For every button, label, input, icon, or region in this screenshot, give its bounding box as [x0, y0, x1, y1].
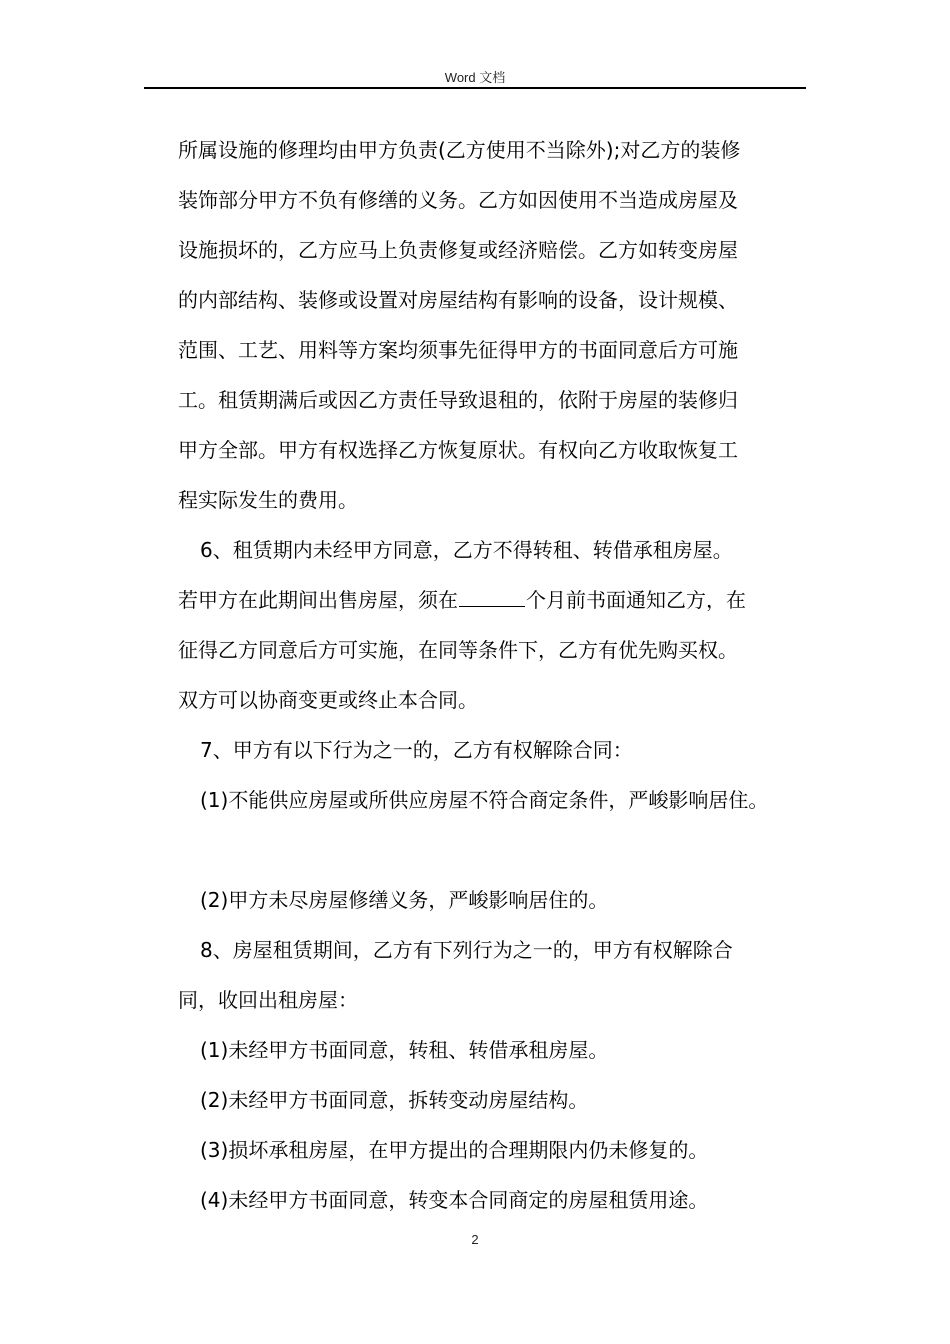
paragraph-line: 装饰部分甲方不负有修缮的义务。乙方如因使用不当造成房屋及: [178, 188, 738, 212]
paragraph-line: 征得乙方同意后方可实施，在同等条件下，乙方有优先购买权。: [178, 638, 738, 662]
clause-6-line: 6、租赁期内未经甲方同意，乙方不得转租、转借承租房屋。: [200, 538, 733, 562]
clause-8-item-4: (4)未经甲方书面同意，转变本合同商定的房屋租赁用途。: [200, 1188, 709, 1212]
clause-8-item-2: (2)未经甲方书面同意，拆转变动房屋结构。: [200, 1088, 589, 1112]
paragraph-line: 工。租赁期满后或因乙方责任导致退租的，依附于房屋的装修归: [178, 388, 738, 412]
sale-notice-line: [178, 575, 818, 625]
paragraph-line: 同，收回出租房屋：: [178, 988, 358, 1012]
document-body: [178, 125, 818, 1225]
paragraph-line: 范围、工艺、用料等方案均须事先征得甲方的书面同意后方可施: [178, 338, 738, 362]
clause-7-item-1: (1)不能供应房屋或所供应房屋不符合商定条件，严峻影响居住。: [200, 788, 769, 812]
paragraph-line: 设施损坏的，乙方应马上负责修复或经济赔偿。乙方如转变房屋: [178, 238, 738, 262]
months-blank-field: [459, 588, 525, 607]
page-number: 2: [471, 1232, 479, 1247]
header-divider: [144, 87, 806, 89]
paragraph-line: 所属设施的修理均由甲方负责(乙方使用不当除外);对乙方的装修: [178, 138, 741, 162]
sale-notice-text-before: 若甲方在此期间出售房屋，须在: [178, 588, 458, 612]
blank-line: [178, 825, 818, 875]
sale-notice-text-after: 个月前书面通知乙方，在: [526, 588, 746, 612]
clause-8-line: 8、房屋租赁期间，乙方有下列行为之一的，甲方有权解除合: [200, 938, 733, 962]
clause-7-item-2: (2)甲方未尽房屋修缮义务，严峻影响居住的。: [200, 888, 609, 912]
clause-8-item-1: (1)未经甲方书面同意，转租、转借承租房屋。: [200, 1038, 609, 1062]
paragraph-line: 双方可以协商变更或终止本合同。: [178, 688, 478, 712]
document-header-label: Word 文档: [444, 70, 506, 85]
paragraph-line: 的内部结构、装修或设置对房屋结构有影响的设备，设计规模、: [178, 288, 738, 312]
paragraph-line: 甲方全部。甲方有权选择乙方恢复原状。有权向乙方收取恢复工: [178, 438, 738, 462]
paragraph-line: 程实际发生的费用。: [178, 488, 358, 512]
clause-7-line: 7、甲方有以下行为之一的，乙方有权解除合同：: [200, 738, 633, 762]
clause-8-item-3: (3)损坏承租房屋，在甲方提出的合理期限内仍未修复的。: [200, 1138, 709, 1162]
